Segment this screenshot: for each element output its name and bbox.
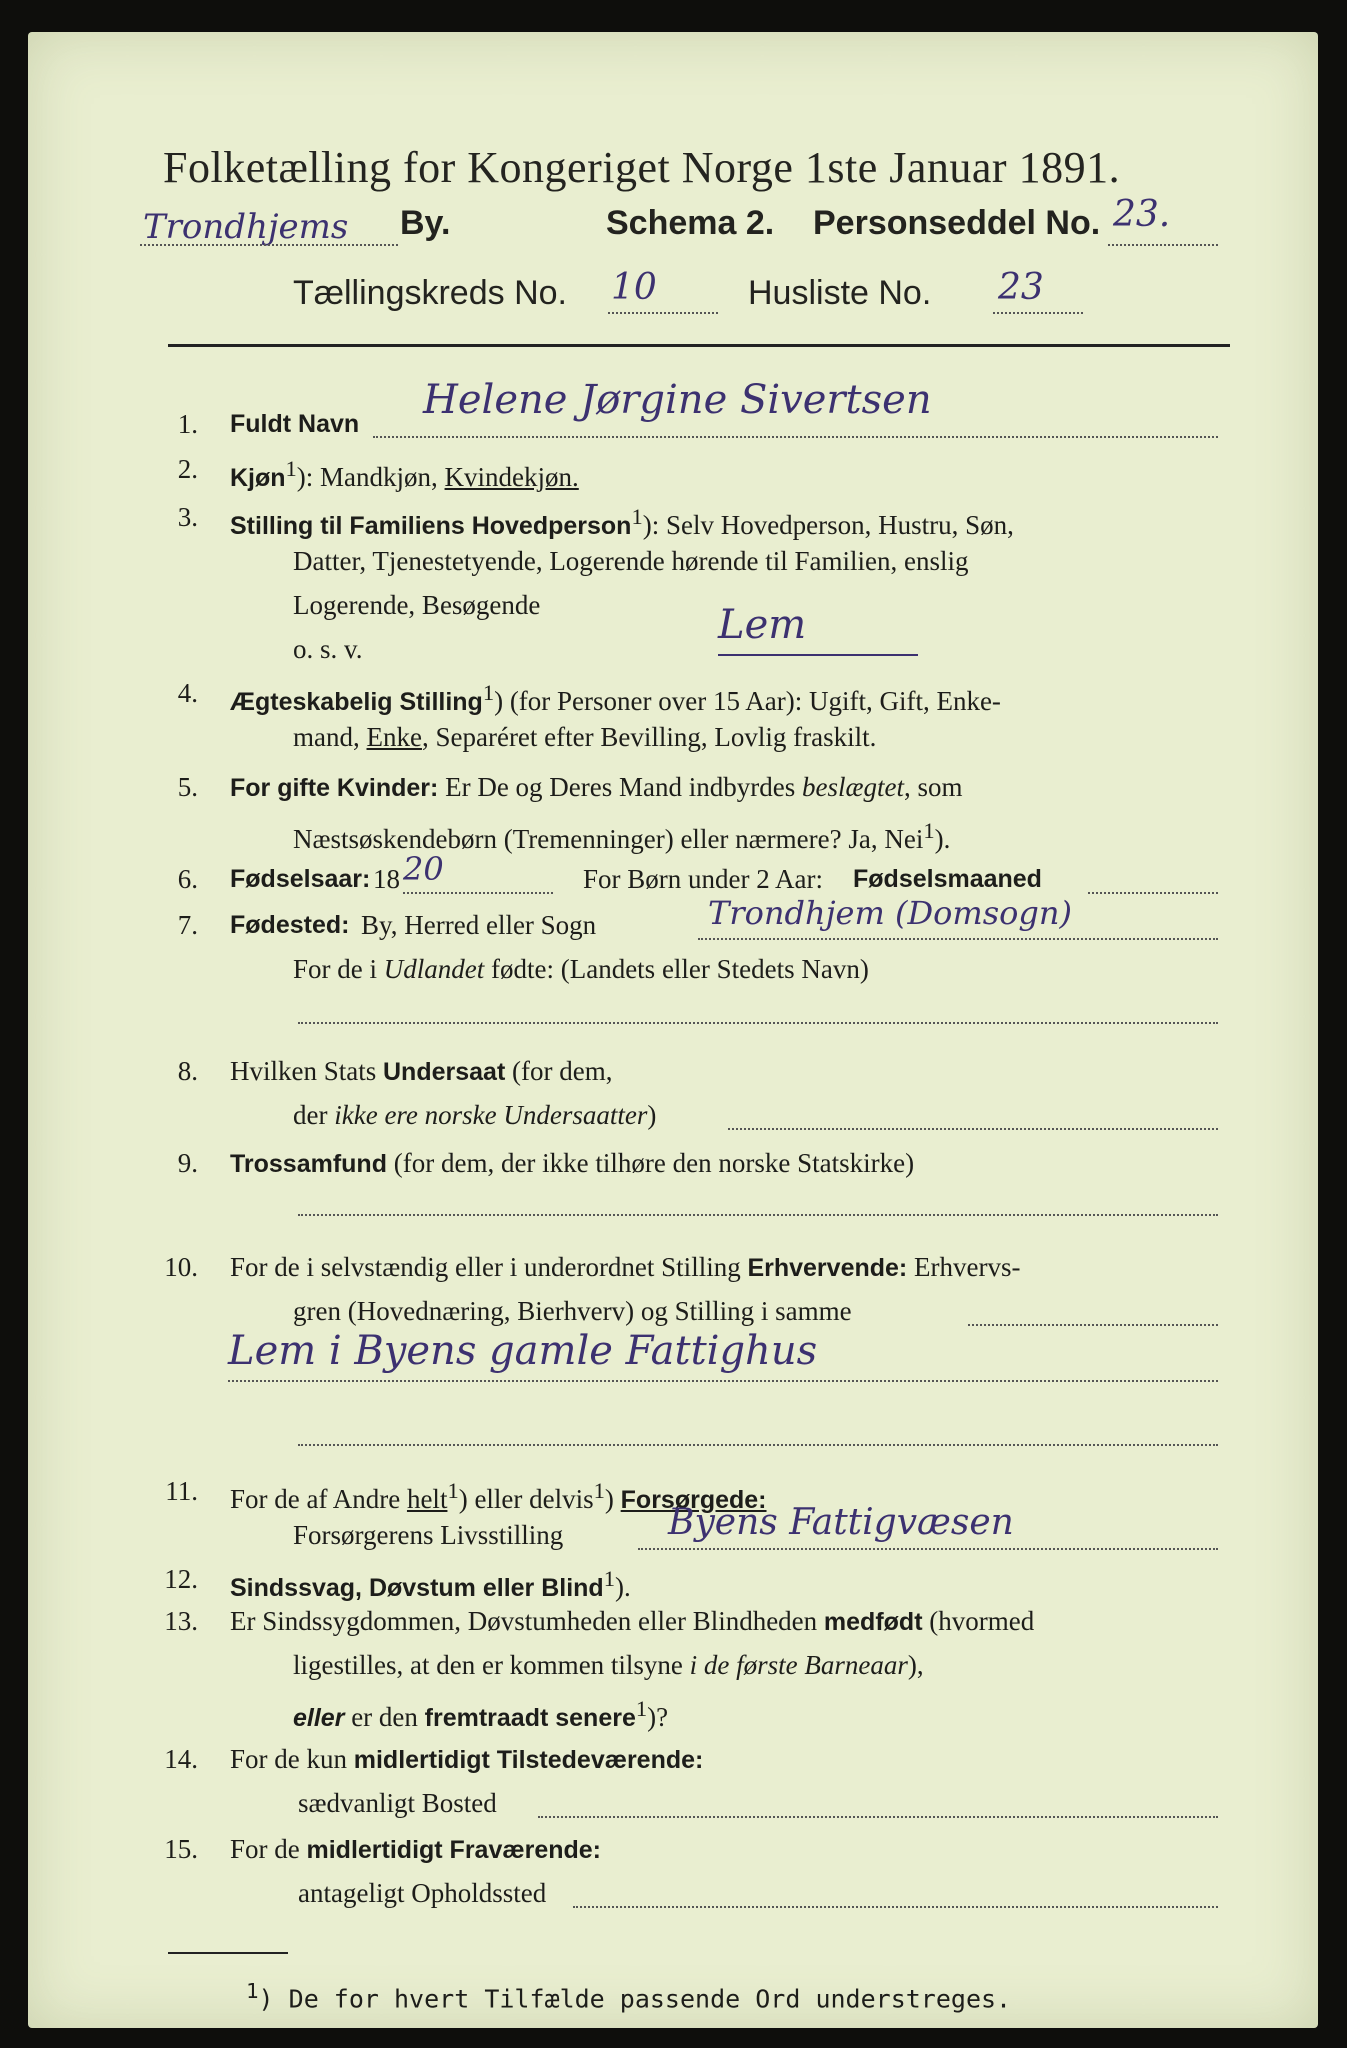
q7-label: Fødested: (230, 911, 350, 939)
personseddel-number: 23. (1113, 194, 1171, 235)
q8-line-2a: der (293, 1100, 335, 1130)
q3-label: Stilling til Familiens Hovedperson (230, 512, 632, 540)
q3-line-1: ): Selv Hovedperson, Hustru, Søn, (642, 510, 1014, 540)
q8-line-2b: ikke ere norske Undersaatter (334, 1100, 648, 1130)
form-title: Folketælling for Kongeriget Norge 1ste Januar 1891. (163, 143, 1121, 192)
q15-dotted-line (573, 1906, 1218, 1908)
schema-label: Schema 2. (606, 204, 775, 242)
q7-line-2b: Udlandet (383, 954, 485, 984)
q7-line-2a: For de i (293, 954, 384, 984)
q6-label-2: Fødselsmaaned (853, 865, 1042, 893)
q7-dotted-line-2 (298, 1022, 1218, 1024)
q4-line-2c: , Separéret efter Bevilling, Lovlig fraskilt. (421, 722, 877, 752)
q2-sup: 1 (285, 456, 297, 481)
q6-dotted-line (403, 892, 553, 894)
q8-line-1a: Hvilken Stats (230, 1056, 383, 1086)
header-rule (168, 344, 1230, 347)
q13-label: medfødt (823, 1608, 923, 1636)
q5-line-1c: , som (904, 772, 963, 802)
q12-sup: 1 (603, 1566, 615, 1591)
q3-line-2: Datter, Tjenestetyende, Logerende hørende til Familien, enslig (293, 546, 969, 576)
q11-sup: 1 (447, 1478, 459, 1503)
kreds-number: 10 (611, 267, 657, 308)
by-label: By. (400, 204, 451, 242)
q4-line-2b: Enke (366, 722, 422, 752)
q6-answer: 20 (403, 850, 444, 888)
q13-line-3b: er den (344, 1702, 425, 1732)
footnote-rule (168, 1952, 288, 1954)
q5-line-2-end: ). (934, 824, 951, 854)
q1-number: 1. (177, 409, 198, 439)
q7-line-2c: fødte: (Landets eller Stedets Navn) (484, 954, 869, 984)
q2-text-a: ): Mandkjøn, (296, 462, 445, 492)
q15-line-1a: For de (230, 1834, 307, 1864)
footnote (246, 1974, 1011, 2016)
q13-line-3c: fremtraadt senere (424, 1704, 636, 1732)
q3-line-3: Logerende, Besøgende (293, 590, 541, 620)
q11-sup-2: 1 (593, 1478, 605, 1503)
q8-dotted-line (728, 1128, 1218, 1130)
q9-dotted-line (298, 1214, 1218, 1216)
q4-label: Ægteskabelig Stilling (230, 688, 483, 716)
census-form-sheet (28, 32, 1318, 2028)
q15-number: 15. (164, 1834, 198, 1864)
q11-line-1b: ) eller delvis (458, 1484, 594, 1514)
q10-line-1b: Erhvervs- (907, 1252, 1021, 1282)
personseddel-dotted-line (1108, 244, 1218, 246)
q8-line-1b: (for dem, (505, 1056, 613, 1086)
q10-dotted-line (968, 1324, 1218, 1326)
q7-answer: Trondhjem (Domsogn) (708, 894, 1072, 932)
q11-line-2: Forsørgerens Livsstilling (293, 1520, 564, 1550)
q2-text-b: Kvindekjøn. (444, 462, 579, 492)
q1-answer: Helene Jørgine Sivertsen (423, 377, 932, 423)
q12-label: Sindssvag, Døvstum eller Blind (230, 1574, 604, 1602)
q10-dotted-line-2 (228, 1380, 1218, 1382)
q10-line-2: gren (Hovednæring, Bierhverv) og Stilling i samme (293, 1296, 852, 1326)
q13-number: 13. (164, 1606, 198, 1636)
q6-label: Fødselsaar: (230, 865, 371, 893)
q15-line-2: antageligt Opholdssted (298, 1878, 547, 1908)
q9-label: Trossamfund (230, 1150, 387, 1178)
q3-number: 3. (177, 502, 198, 532)
q1-dotted-line (373, 436, 1218, 438)
q12-number: 12. (164, 1564, 198, 1594)
q8-line-2c: ) (647, 1100, 657, 1130)
city-dotted-line (140, 244, 398, 246)
q5-line-1b: beslægtet (802, 772, 904, 802)
q6-mid-text: For Børn under 2 Aar: (583, 864, 823, 894)
q11-line-1c: ) (604, 1484, 621, 1514)
q1-label: Fuldt Navn (230, 410, 360, 438)
q7-number: 7. (177, 910, 198, 940)
q4-line-2a: mand, (293, 722, 367, 752)
q13-line-2a: ligestilles, at den er kommen tilsyne (293, 1650, 690, 1680)
husliste-dotted-line (993, 312, 1083, 314)
q10-label: Erhvervende: (747, 1254, 908, 1282)
q7-line-1: By, Herred eller Sogn (361, 910, 597, 940)
q14-number: 14. (164, 1744, 198, 1774)
q11-answer: Byens Fattigvæsen (668, 1502, 1014, 1543)
q14-label: midlertidigt Tilstedeværende: (353, 1746, 704, 1774)
q13-line-2b: i de første Barneaar (689, 1650, 908, 1680)
q2-label: Kjøn (230, 464, 286, 492)
q3-answer: Lem (718, 602, 807, 648)
q14-line-1a: For de kun (230, 1744, 354, 1774)
q13-line-3d: )? (647, 1702, 669, 1732)
q15-label: midlertidigt Fraværende: (306, 1836, 601, 1864)
q8-label: Undersaat (383, 1058, 506, 1086)
q11-dotted-line (638, 1548, 1218, 1550)
q4-sup: 1 (482, 680, 495, 705)
q10-answer: Lem i Byens gamle Fattighus (228, 1328, 818, 1374)
q6-dotted-line-2 (1088, 892, 1218, 894)
q11-line-1a: For de af Andre (230, 1484, 407, 1514)
kreds-dotted-line (608, 312, 718, 314)
q13-line-3a: eller (293, 1704, 345, 1732)
q11-helt: helt (406, 1484, 448, 1514)
q3-sup: 1 (631, 504, 643, 529)
q5-line-1a: Er De og Deres Mand indbyrdes (445, 772, 802, 802)
q2-number: 2. (177, 454, 198, 484)
city-handwritten: Trondhjems (143, 207, 349, 247)
q13-line-1b: (hvormed (922, 1606, 1035, 1636)
q14-dotted-line (538, 1816, 1218, 1818)
q6-number: 6. (177, 864, 198, 894)
kreds-label: Tællingskreds No. (293, 274, 567, 312)
q9-number: 9. (177, 1148, 198, 1178)
q10-dotted-line-3 (298, 1444, 1218, 1446)
q13-line-1a: Er Sindssygdommen, Døvstumheden eller Blindheden (230, 1606, 824, 1636)
q5-line-2: Næstsøskendebørn (Tremenninger) eller nærmere? Ja, Nei (293, 824, 924, 854)
personseddel-label: Personseddel No. (813, 204, 1101, 242)
q13-sup: 1 (635, 1696, 648, 1721)
q3-line-4: o. s. v. (293, 634, 363, 664)
q3-answer-underline (718, 654, 918, 656)
q8-number: 8. (177, 1056, 198, 1086)
q9-line-1: (for dem, der ikke tilhøre den norske Statskirke) (386, 1148, 915, 1178)
q5-label: For gifte Kvinder: (230, 774, 439, 802)
q5-number: 5. (177, 772, 198, 802)
husliste-label: Husliste No. (748, 274, 932, 312)
q6-prefix: 18 (373, 864, 400, 894)
q4-line-1: ) (for Personer over 15 Aar): Ugift, Gift, Enke- (494, 686, 1001, 716)
footnote-sup: 1 (246, 1979, 259, 2003)
husliste-number: 23 (998, 267, 1044, 308)
q4-number: 4. (177, 678, 198, 708)
q5-sup: 1 (923, 818, 935, 843)
q7-dotted-line (698, 938, 1218, 940)
q14-line-2: sædvanligt Bosted (298, 1788, 497, 1818)
q11-label: Forsørgede: (620, 1486, 767, 1514)
q11-number: 11. (165, 1476, 198, 1506)
q13-line-2c: ), (907, 1650, 924, 1680)
q12-end: ). (614, 1572, 631, 1602)
q10-number: 10. (164, 1252, 198, 1282)
q10-line-1a: For de i selvstændig eller i underordnet Stilling (230, 1252, 748, 1282)
footnote-text: ) De for hvert Tilfælde passende Ord understreges. (258, 1984, 1012, 2014)
